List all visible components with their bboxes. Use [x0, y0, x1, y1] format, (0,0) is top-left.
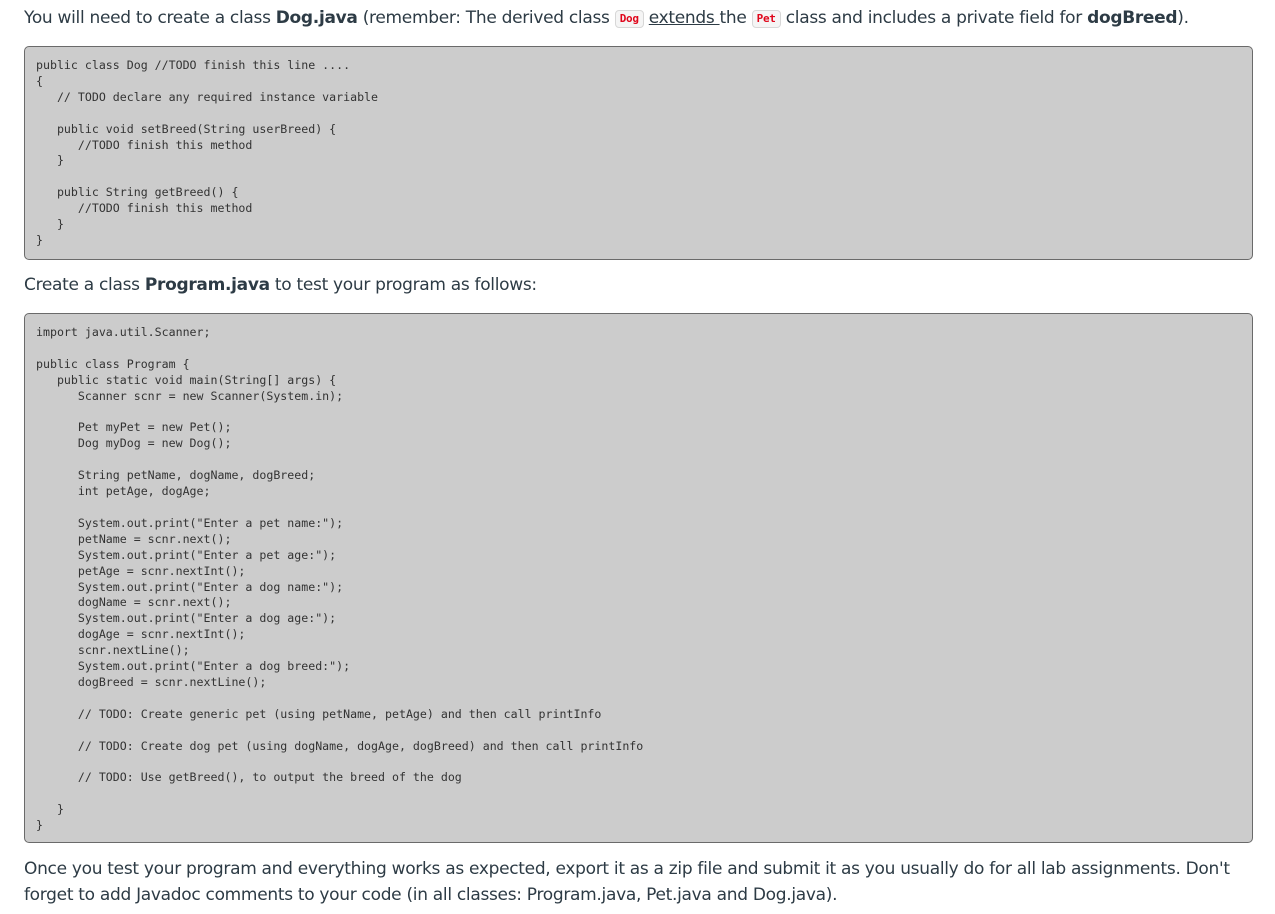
submission-instructions: Once you test your program and everything works as expected, export it as a zip file and submit it as you usually do for all lab assignments. Don't forget to add Javadoc comments to your code (in all classes: Program.java, Pet.java and Dog.java).	[24, 859, 1230, 905]
intro-text-3: the	[719, 8, 752, 28]
dog-breed-field-name: dogBreed	[1087, 8, 1178, 28]
program-intro-text-1: Create a class	[24, 275, 145, 295]
extends-link[interactable]: extends	[648, 8, 720, 28]
dog-class-code-block[interactable]: public class Dog //TODO finish this line .... { // TODO declare any required instance variable public void setBreed(String userBreed) { //TODO finish this method } public String getBreed() { //TODO finish this method } }	[24, 46, 1253, 260]
program-java-filename: Program.java	[144, 275, 270, 295]
program-class-instructions	[24, 272, 537, 298]
inline-code-dog: Dog	[615, 10, 644, 28]
dog-java-filename: Dog.java	[275, 8, 358, 28]
intro-text-5: ).	[1177, 8, 1189, 28]
program-class-code-block[interactable]: import java.util.Scanner; public class Program { public static void main(String[] args) { Scanner scnr = new Scanner(System.in); Pet myPet = new Pet(); Dog myDog = new Dog(); String petName, dogName, dogBreed; int petAge, dogAge; System.out.print("Enter a pet name:"); petName = scnr.next(); System.out.print("Enter a pet age:"); petAge = scnr.nextInt(); System.out.print("Enter a dog name:"); dogName = scnr.next(); System.out.print("Enter a dog age:"); dogAge = scnr.nextInt(); scnr.nextLine(); System.out.print("Enter a dog breed:"); dogBreed = scnr.nextLine(); // TODO: Create generic pet (using petName, petAge) and then call printInfo // TODO: Create dog pet (using dogName, dogAge, dogBreed) and then call printInfo // TODO: Use getBreed(), to output the breed of the dog } }	[24, 313, 1253, 843]
program-intro-text-2: to test your program as follows:	[269, 275, 537, 295]
inline-code-pet: Pet	[752, 10, 781, 28]
intro-text-1: You will need to create a class	[24, 8, 276, 28]
intro-text-2: (remember: The derived class	[357, 8, 615, 28]
intro-text-4: class and includes a private field for	[780, 8, 1088, 28]
dog-class-instructions	[24, 5, 1189, 31]
